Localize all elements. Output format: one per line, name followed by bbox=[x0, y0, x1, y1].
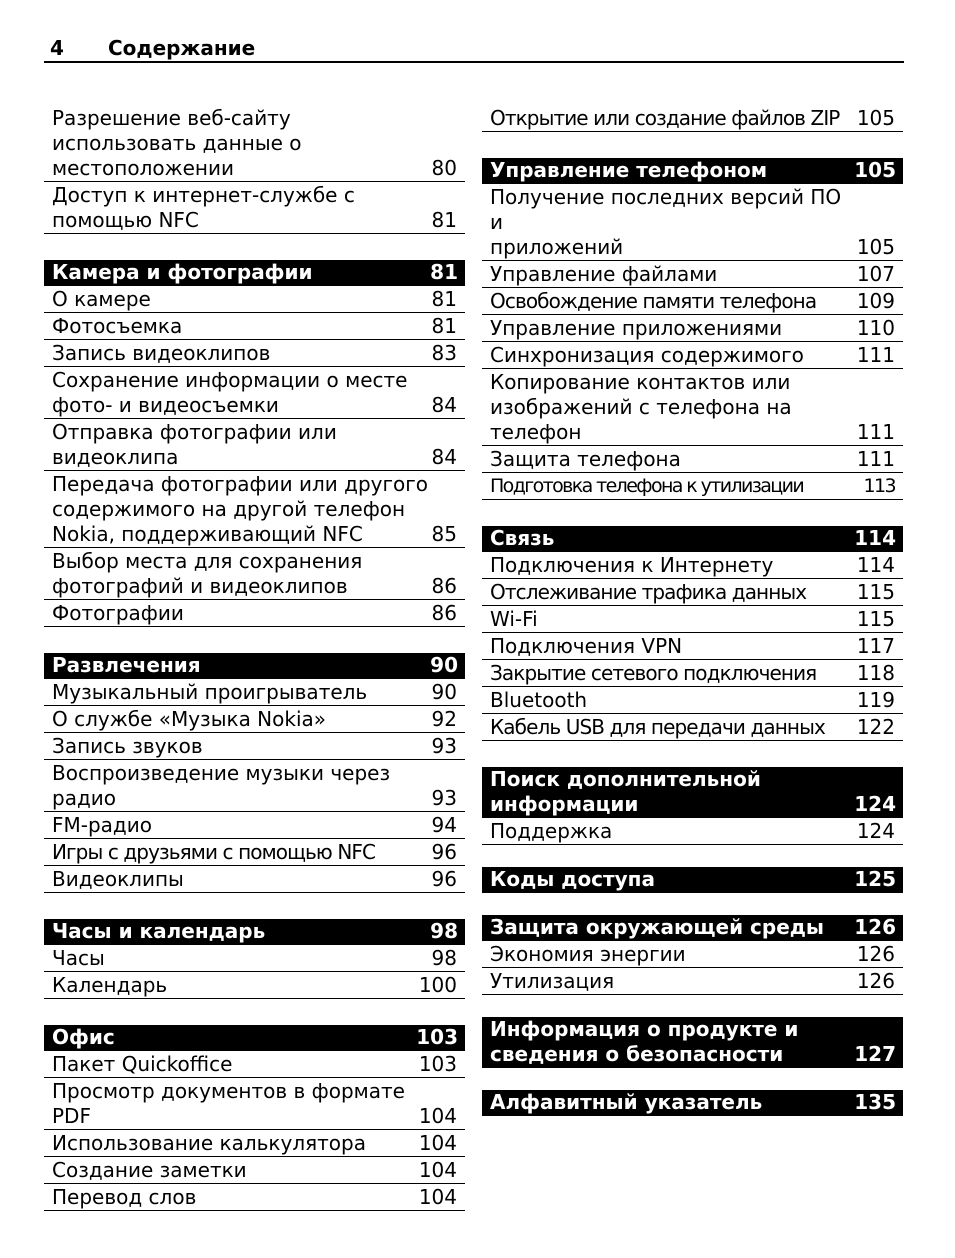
toc-entry[interactable]: FM-радио 94 bbox=[44, 812, 465, 839]
toc-entry[interactable]: Получение последних версий ПО и приложений 105 bbox=[482, 184, 903, 261]
toc-entry[interactable]: Открытие или создание файлов ZIP 105 bbox=[482, 105, 903, 132]
toc-entry[interactable]: Видеоклипы 96 bbox=[44, 866, 465, 893]
toc-entry[interactable]: Фотосъемка 81 bbox=[44, 313, 465, 340]
toc-entry[interactable]: Защита телефона 111 bbox=[482, 446, 903, 473]
page-header bbox=[44, 34, 904, 63]
toc-entry[interactable]: Освобождение памяти телефона 109 bbox=[482, 288, 903, 315]
toc-entry[interactable]: Игры с друзьями с помощью NFC 96 bbox=[44, 839, 465, 866]
toc-entry[interactable]: Кабель USB для передачи данных 122 bbox=[482, 714, 903, 741]
toc-entry[interactable]: Запись звуков 93 bbox=[44, 733, 465, 760]
toc-entry[interactable]: Часы 98 bbox=[44, 945, 465, 972]
toc-entry[interactable]: О камере 81 bbox=[44, 286, 465, 313]
toc-entry[interactable]: Поддержка 124 bbox=[482, 818, 903, 845]
toc-entry[interactable]: Подключения к Интернету 114 bbox=[482, 552, 903, 579]
toc-section-heading[interactable]: Связь 114 bbox=[482, 526, 903, 552]
toc-section-heading[interactable]: Развлечения 90 bbox=[44, 653, 465, 679]
toc-entry[interactable]: Перевод слов 104 bbox=[44, 1184, 465, 1211]
toc-section-heading[interactable]: Управление телефоном 105 bbox=[482, 158, 903, 184]
toc-entry[interactable]: Выбор места для сохранения фотографий и видеоклипов 86 bbox=[44, 548, 465, 600]
toc-entry[interactable]: Создание заметки 104 bbox=[44, 1157, 465, 1184]
toc-column-right bbox=[482, 105, 903, 1116]
toc-section-heading[interactable]: Коды доступа 125 bbox=[482, 867, 903, 893]
toc-section-heading[interactable]: Информация о продукте и сведения о безопасности 127 bbox=[482, 1017, 903, 1068]
toc-section-heading[interactable]: Алфавитный указатель 135 bbox=[482, 1090, 903, 1116]
toc-entry[interactable]: Доступ к интернет-службе с помощью NFC 81 bbox=[44, 182, 465, 234]
toc-entry[interactable]: Просмотр документов в формате PDF 104 bbox=[44, 1078, 465, 1130]
toc-entry[interactable]: Управление приложениями 110 bbox=[482, 315, 903, 342]
toc-entry[interactable]: Утилизация 126 bbox=[482, 968, 903, 995]
toc-entry[interactable]: Пакет Quickoffice 103 bbox=[44, 1051, 465, 1078]
toc-entry[interactable]: Bluetooth 119 bbox=[482, 687, 903, 714]
toc-entry[interactable]: Использование калькулятора 104 bbox=[44, 1130, 465, 1157]
toc-entry[interactable]: Wi-Fi 115 bbox=[482, 606, 903, 633]
toc-section-heading[interactable]: Офис 103 bbox=[44, 1025, 465, 1051]
page-number: 4 bbox=[50, 36, 64, 60]
toc-section-heading[interactable]: Поиск дополнительной информации 124 bbox=[482, 767, 903, 818]
toc-entry[interactable]: Подготовка телефона к утилизации 113 bbox=[482, 473, 903, 500]
toc-entry[interactable]: Закрытие сетевого подключения 118 bbox=[482, 660, 903, 687]
toc-entry[interactable]: Отправка фотографии или видеоклипа 84 bbox=[44, 419, 465, 471]
toc-entry[interactable]: Календарь 100 bbox=[44, 972, 465, 999]
toc-entry[interactable]: Запись видеоклипов 83 bbox=[44, 340, 465, 367]
toc-entry[interactable]: Музыкальный проигрыватель 90 bbox=[44, 679, 465, 706]
toc-entry[interactable]: Передача фотографии или другого содержимого на другой телефон Nokia, поддерживающий NFC 85 bbox=[44, 471, 465, 548]
toc-entry[interactable]: Отслеживание трафика данных 115 bbox=[482, 579, 903, 606]
toc-entry[interactable]: Экономия энергии 126 bbox=[482, 941, 903, 968]
toc-entry[interactable]: Копирование контактов или изображений с телефона на телефон 111 bbox=[482, 369, 903, 446]
toc-entry[interactable]: Синхронизация содержимого 111 bbox=[482, 342, 903, 369]
toc-section-heading[interactable]: Камера и фотографии 81 bbox=[44, 260, 465, 286]
toc-entry[interactable]: Разрешение веб-сайту использовать данные о местоположении 80 bbox=[44, 105, 465, 182]
toc-column-left bbox=[44, 105, 465, 1211]
toc-entry[interactable]: О службе «Музыка Nokia» 92 bbox=[44, 706, 465, 733]
toc-entry[interactable]: Фотографии 86 bbox=[44, 600, 465, 627]
toc-section-heading[interactable]: Часы и календарь 98 bbox=[44, 919, 465, 945]
toc-entry[interactable]: Сохранение информации о месте фото- и видеосъемки 84 bbox=[44, 367, 465, 419]
toc-entry[interactable]: Подключения VPN 117 bbox=[482, 633, 903, 660]
toc-entry[interactable]: Воспроизведение музыки через радио 93 bbox=[44, 760, 465, 812]
toc-section-heading[interactable]: Защита окружающей среды 126 bbox=[482, 915, 903, 941]
page-title: Содержание bbox=[108, 36, 256, 60]
toc-entry[interactable]: Управление файлами 107 bbox=[482, 261, 903, 288]
